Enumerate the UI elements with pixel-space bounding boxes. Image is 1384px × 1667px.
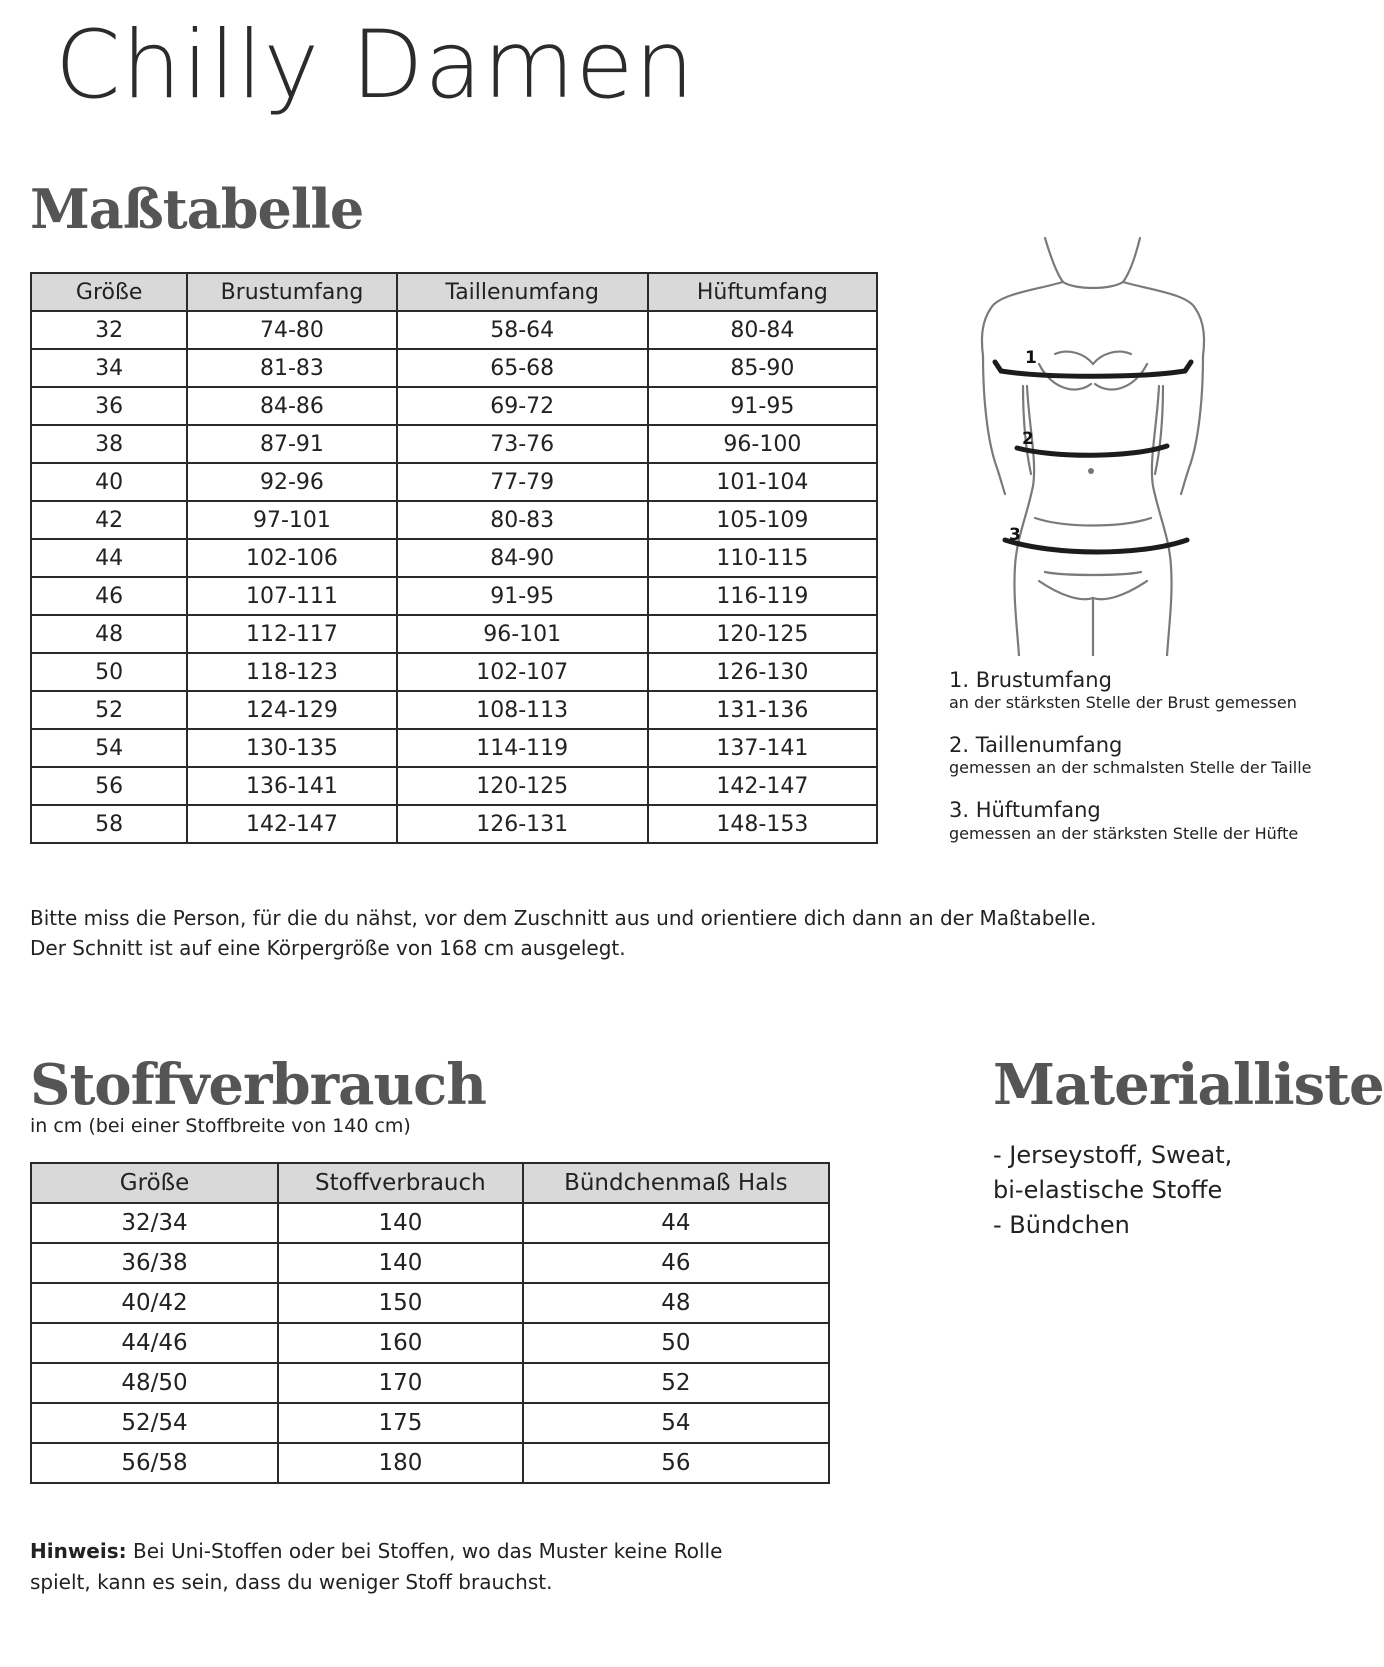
table-cell: 73-76 [397, 425, 648, 463]
table-cell: 116-119 [648, 577, 877, 615]
column-header: Brustumfang [187, 273, 396, 311]
note-line: Bitte miss die Person, für die du nähst, vor dem Zuschnitt aus und orientiere dich dann an der Maßtabelle. [30, 906, 1097, 930]
table-row [31, 1243, 829, 1283]
table-cell: 112-117 [187, 615, 396, 653]
list-item: bi-elastische Stoffe [993, 1176, 1223, 1204]
table-cell: 42 [31, 501, 187, 539]
table-cell: 126-130 [648, 653, 877, 691]
table-cell: 137-141 [648, 729, 877, 767]
table-cell: 180 [278, 1443, 523, 1483]
table-cell: 148-153 [648, 805, 877, 843]
table-cell: 54 [523, 1403, 829, 1443]
column-header: Größe [31, 273, 187, 311]
table-row [31, 349, 877, 387]
table-cell: 36 [31, 387, 187, 425]
table-cell: 52 [31, 691, 187, 729]
measuring-note [30, 903, 1097, 963]
column-header: Bündchenmaß Hals [523, 1163, 829, 1203]
table-cell: 160 [278, 1323, 523, 1363]
table-row [31, 1403, 829, 1443]
size-chart-table [30, 272, 878, 844]
table-cell: 58-64 [397, 311, 648, 349]
table-cell: 131-136 [648, 691, 877, 729]
fabric-table [30, 1162, 830, 1484]
table-cell: 34 [31, 349, 187, 387]
legend-description: gemessen an der schmalsten Stelle der Taille [949, 758, 1312, 778]
table-cell: 58 [31, 805, 187, 843]
table-cell: 69-72 [397, 387, 648, 425]
table-cell: 126-131 [397, 805, 648, 843]
table-cell: 108-113 [397, 691, 648, 729]
hint-label: Hinweis: [30, 1539, 127, 1563]
table-cell: 136-141 [187, 767, 396, 805]
table-row [31, 1443, 829, 1483]
table-cell: 74-80 [187, 311, 396, 349]
table-cell: 80-83 [397, 501, 648, 539]
marker-3: 3 [1009, 525, 1021, 545]
table-cell: 50 [31, 653, 187, 691]
table-cell: 107-111 [187, 577, 396, 615]
table-cell: 84-90 [397, 539, 648, 577]
list-item: - Bündchen [993, 1211, 1130, 1239]
table-row [31, 729, 877, 767]
table-cell: 54 [31, 729, 187, 767]
table-cell: 130-135 [187, 729, 396, 767]
materials-heading: Materialliste [993, 1052, 1384, 1118]
table-cell: 150 [278, 1283, 523, 1323]
table-cell: 40 [31, 463, 187, 501]
size-chart-heading: Maßtabelle [30, 177, 364, 241]
table-cell: 96-101 [397, 615, 648, 653]
table-cell: 114-119 [397, 729, 648, 767]
hint-text: Bei Uni-Stoffen oder bei Stoffen, wo das Muster keine Rolle [126, 1539, 723, 1563]
legend-title: 3. Hüftumfang [949, 798, 1101, 823]
table-cell: 84-86 [187, 387, 396, 425]
column-header: Taillenumfang [397, 273, 648, 311]
table-cell: 46 [31, 577, 187, 615]
marker-1: 1 [1025, 348, 1037, 368]
table-cell: 91-95 [397, 577, 648, 615]
table-cell: 56 [523, 1443, 829, 1483]
table-cell: 92-96 [187, 463, 396, 501]
table-cell: 120-125 [397, 767, 648, 805]
fabric-heading: Stoffverbrauch [30, 1052, 486, 1118]
table-cell: 40/42 [31, 1283, 278, 1323]
table-cell: 44 [523, 1203, 829, 1243]
page-title: Chilly Damen [55, 11, 696, 120]
table-cell: 142-147 [187, 805, 396, 843]
table-cell: 48 [523, 1283, 829, 1323]
table-cell: 38 [31, 425, 187, 463]
table-cell: 52 [523, 1363, 829, 1403]
table-row [31, 1363, 829, 1403]
column-header: Stoffverbrauch [278, 1163, 523, 1203]
table-cell: 175 [278, 1403, 523, 1443]
table-cell: 120-125 [648, 615, 877, 653]
table-row [31, 387, 877, 425]
column-header: Hüftumfang [648, 273, 877, 311]
body-measurement-figure [965, 236, 1235, 656]
table-cell: 124-129 [187, 691, 396, 729]
table-cell: 170 [278, 1363, 523, 1403]
table-row [31, 691, 877, 729]
table-cell: 91-95 [648, 387, 877, 425]
table-row [31, 767, 877, 805]
table-cell: 87-91 [187, 425, 396, 463]
table-cell: 52/54 [31, 1403, 278, 1443]
legend-item [949, 733, 1369, 778]
table-row [31, 463, 877, 501]
legend-title: 1. Brustumfang [949, 668, 1112, 692]
table-cell: 65-68 [397, 349, 648, 387]
table-cell: 36/38 [31, 1243, 278, 1283]
table-cell: 97-101 [187, 501, 396, 539]
table-cell: 85-90 [648, 349, 877, 387]
hint-note [30, 1536, 770, 1598]
table-row [31, 653, 877, 691]
table-cell: 118-123 [187, 653, 396, 691]
table-row [31, 501, 877, 539]
legend-item [949, 668, 1369, 713]
table-cell: 140 [278, 1203, 523, 1243]
table-cell: 56 [31, 767, 187, 805]
table-cell: 77-79 [397, 463, 648, 501]
table-row [31, 1283, 829, 1323]
table-header-row [31, 273, 877, 311]
table-cell: 96-100 [648, 425, 877, 463]
hint-text-2: spielt, kann es sein, dass du weniger Stoff brauchst. [30, 1570, 553, 1594]
note-line: Der Schnitt ist auf eine Körpergröße von 168 cm ausgelegt. [30, 936, 626, 960]
column-header: Größe [31, 1163, 278, 1203]
table-cell: 44/46 [31, 1323, 278, 1363]
measurement-legend [949, 668, 1369, 864]
table-cell: 102-106 [187, 539, 396, 577]
table-row [31, 539, 877, 577]
table-row [31, 577, 877, 615]
table-row [31, 1203, 829, 1243]
table-cell: 81-83 [187, 349, 396, 387]
table-cell: 110-115 [648, 539, 877, 577]
table-cell: 142-147 [648, 767, 877, 805]
legend-title: 2. Taillenumfang [949, 733, 1123, 758]
materials-list [993, 1138, 1232, 1243]
table-row [31, 425, 877, 463]
table-cell: 32/34 [31, 1203, 278, 1243]
list-item: - Jerseystoff, Sweat, [993, 1141, 1233, 1169]
table-cell: 140 [278, 1243, 523, 1283]
table-cell: 105-109 [648, 501, 877, 539]
legend-item [949, 798, 1369, 843]
table-cell: 102-107 [397, 653, 648, 691]
table-row [31, 1323, 829, 1363]
table-cell: 44 [31, 539, 187, 577]
table-cell: 80-84 [648, 311, 877, 349]
table-row [31, 615, 877, 653]
fabric-subtitle: in cm (bei einer Stoffbreite von 140 cm) [30, 1115, 411, 1137]
table-row [31, 311, 877, 349]
table-cell: 48/50 [31, 1363, 278, 1403]
table-row [31, 805, 877, 843]
table-cell: 56/58 [31, 1443, 278, 1483]
table-cell: 48 [31, 615, 187, 653]
legend-description: gemessen an der stärksten Stelle der Hüfte [949, 823, 1299, 843]
marker-2: 2 [1022, 429, 1034, 449]
table-cell: 46 [523, 1243, 829, 1283]
table-cell: 101-104 [648, 463, 877, 501]
legend-description: an der stärksten Stelle der Brust gemessen [949, 693, 1297, 713]
table-header-row [31, 1163, 829, 1203]
table-cell: 50 [523, 1323, 829, 1363]
table-cell: 32 [31, 311, 187, 349]
